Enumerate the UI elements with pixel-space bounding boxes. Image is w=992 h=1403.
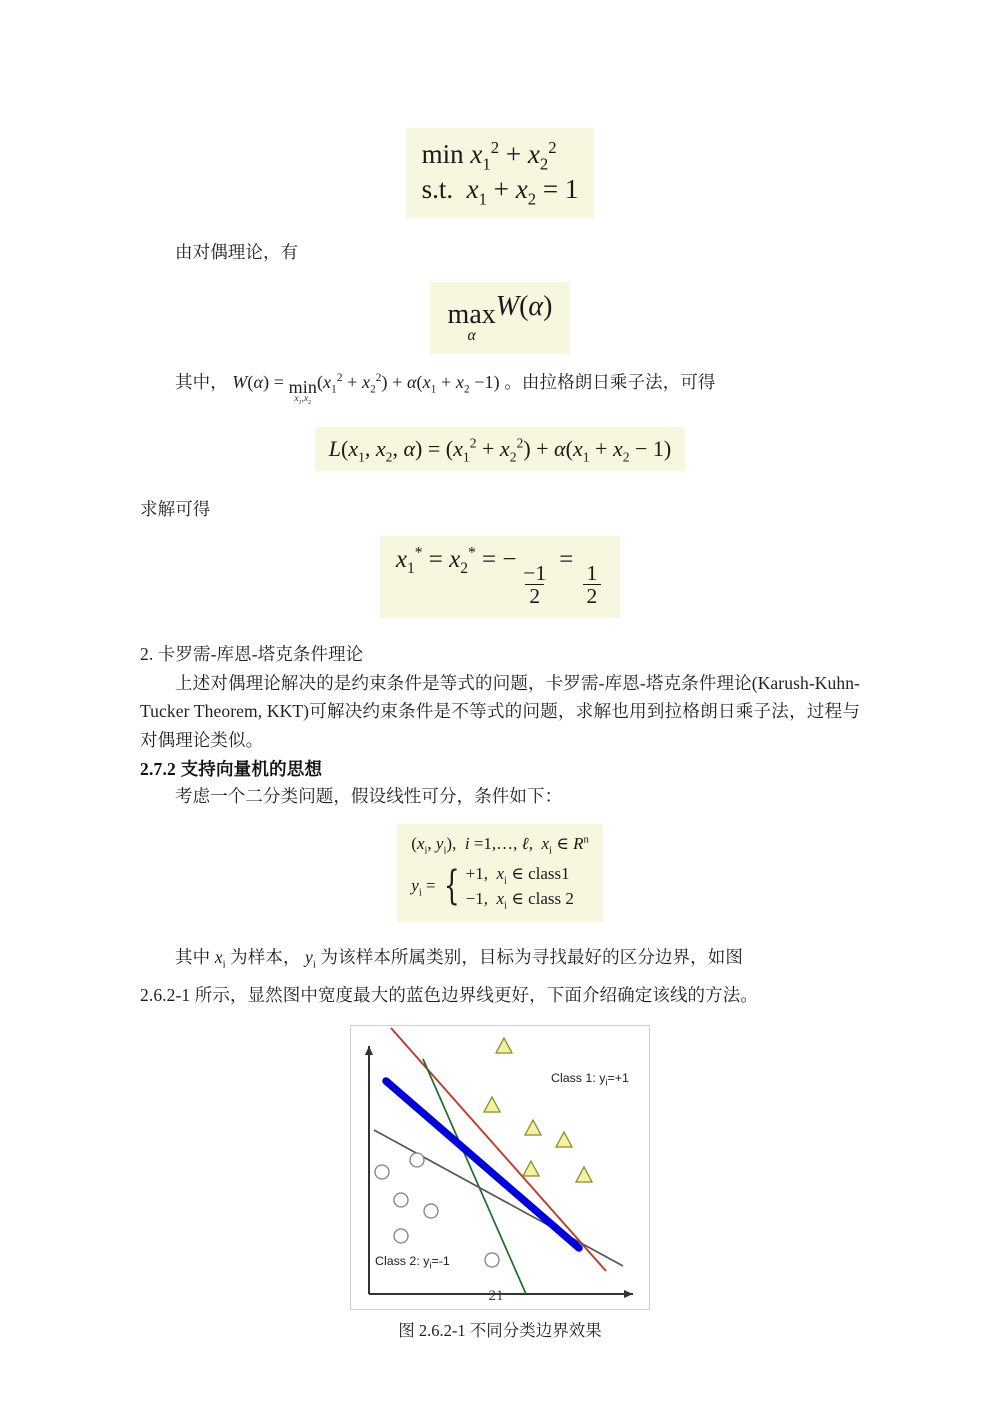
min-operator — [289, 378, 317, 405]
fraction-numerator: −1 — [523, 560, 547, 585]
circle-marker — [394, 1229, 408, 1243]
triangle-marker — [523, 1161, 539, 1176]
circle-marker — [394, 1193, 408, 1207]
formula-lagrangian-wrapper — [140, 427, 860, 472]
circle-marker — [410, 1153, 424, 1167]
fraction-neg-one-half — [519, 562, 550, 608]
piecewise-case-negative: −1, $x_i$ ∈ class 2 — [465, 889, 574, 912]
class1-markers — [484, 1038, 592, 1182]
paragraph-explain-line2: 2.6.2-1 所示，显然图中宽度最大的蓝色边界线更好，下面介绍确定该线的方法。 — [140, 985, 758, 1006]
text-w-definition — [140, 368, 860, 405]
formula-piecewise — [411, 861, 574, 912]
text-w-suffix: 。由拉格朗日乘子法，可得 — [504, 371, 716, 392]
formula-primal — [406, 128, 595, 218]
heading-2-7-2: 2.7.2 支持向量机的思想 — [140, 758, 323, 779]
max-op-label: max — [447, 299, 496, 331]
max-operator — [448, 301, 496, 344]
fraction-numerator: 1 — [586, 560, 598, 585]
formula-trainingset-wrapper — [140, 824, 860, 922]
text-solve: 求解可得 — [140, 499, 211, 520]
formula-lagrangian: $L(x_1$, $x_2$, $\alpha) = (x_1^2 + x_2^2) + \alpha(x_1 + x_2 - 1)$ — [315, 427, 686, 472]
fraction-denominator: 2 — [583, 584, 601, 607]
fraction-denominator: 2 — [525, 584, 543, 607]
class2-legend-subscript: i — [429, 1259, 432, 1271]
circle-marker — [485, 1253, 499, 1267]
formula-primal-wrapper — [140, 128, 860, 218]
formula-primal-line1: $\min x_1^2 + x_2^2$ — [421, 138, 557, 174]
page-content — [140, 0, 860, 1403]
max-op-subscript: α — [467, 327, 476, 345]
triangle-marker — [525, 1120, 541, 1135]
y-axis-arrowhead — [365, 1046, 373, 1055]
text-w-math: W(α) = min $x_1,x_2$ $(x_1^2 + x_2^2) + \alpha(x_1 + x_2 -1)$ — [232, 371, 505, 407]
class1-legend-subscript: i — [605, 1076, 608, 1088]
page-number: 21 — [488, 1288, 504, 1304]
class1-legend-label — [551, 1071, 629, 1087]
text-w-prefix: 其中， — [175, 371, 228, 392]
svm-figure — [350, 1025, 650, 1310]
min-op-label: min — [288, 376, 317, 397]
formula-dual: max α W(α) — [430, 282, 571, 354]
triangle-marker — [576, 1167, 592, 1182]
formula-solution: $x_1^* = x_2^*$ = − $\frac{-1}{2}$ = $\frac{1}{2}$ — [380, 536, 620, 618]
triangle-marker — [484, 1097, 500, 1112]
circle-marker — [424, 1204, 438, 1218]
triangle-marker — [556, 1132, 572, 1147]
piecewise-lhs: $y_i$ = — [411, 876, 436, 899]
class2-legend-value: =-1 — [431, 1253, 450, 1268]
piecewise-case-positive: +1, $x_i$ ∈ class1 — [465, 863, 570, 887]
class1-legend-value: =+1 — [607, 1070, 629, 1085]
class2-legend-label — [375, 1254, 450, 1270]
paragraph-kkt: 上述对偶理论解决的是约束条件是等式的问题，卡罗需-库恩-塔克条件理论(Karush-Kuhn-Tucker Theorem, KKT)可解决约束条件是不等式的问题，求解也用到拉格朗日乘子法，过程与对偶理论类似。 — [140, 672, 860, 750]
fraction-one-half — [583, 562, 601, 608]
formula-solution-wrapper — [140, 536, 860, 618]
triangle-marker — [496, 1038, 512, 1053]
left-brace-glyph: { — [443, 863, 460, 910]
paragraph-2-7-2: 考虑一个二分类问题，假设线性可分，条件如下： — [175, 785, 563, 806]
piecewise-rows — [466, 861, 574, 912]
formula-trainingset-line1: ($x_i$, $y_i$), i =1,…, ℓ, $x_i$ ∈ $R^n$ — [411, 834, 589, 857]
formula-dual-wrapper — [140, 282, 860, 354]
red-boundary-line — [391, 1028, 606, 1271]
paragraph-explain-line1: 其中 $x_i$ 为样本， $y_i$ 为该样本所属类别，目标为寻找最好的区分边界，如图 — [175, 946, 743, 971]
formula-primal-line2: s.t. $x_1 + x_2 = 1$ — [421, 173, 579, 209]
figure-caption: 图 2.6.2-1 不同分类边界效果 — [398, 1320, 602, 1340]
class2-markers — [375, 1153, 499, 1267]
class1-legend-text: Class 1: y — [551, 1070, 606, 1085]
min-op-subscript: $x_1,x_2$ — [294, 394, 312, 407]
heading-kkt: 2. 卡罗需-库恩-塔克条件理论 — [140, 643, 364, 664]
class2-legend-text: Class 2: y — [375, 1253, 430, 1268]
text-by-duality: 由对偶理论，有 — [175, 241, 299, 262]
formula-trainingset — [397, 824, 602, 922]
circle-marker — [375, 1165, 389, 1179]
